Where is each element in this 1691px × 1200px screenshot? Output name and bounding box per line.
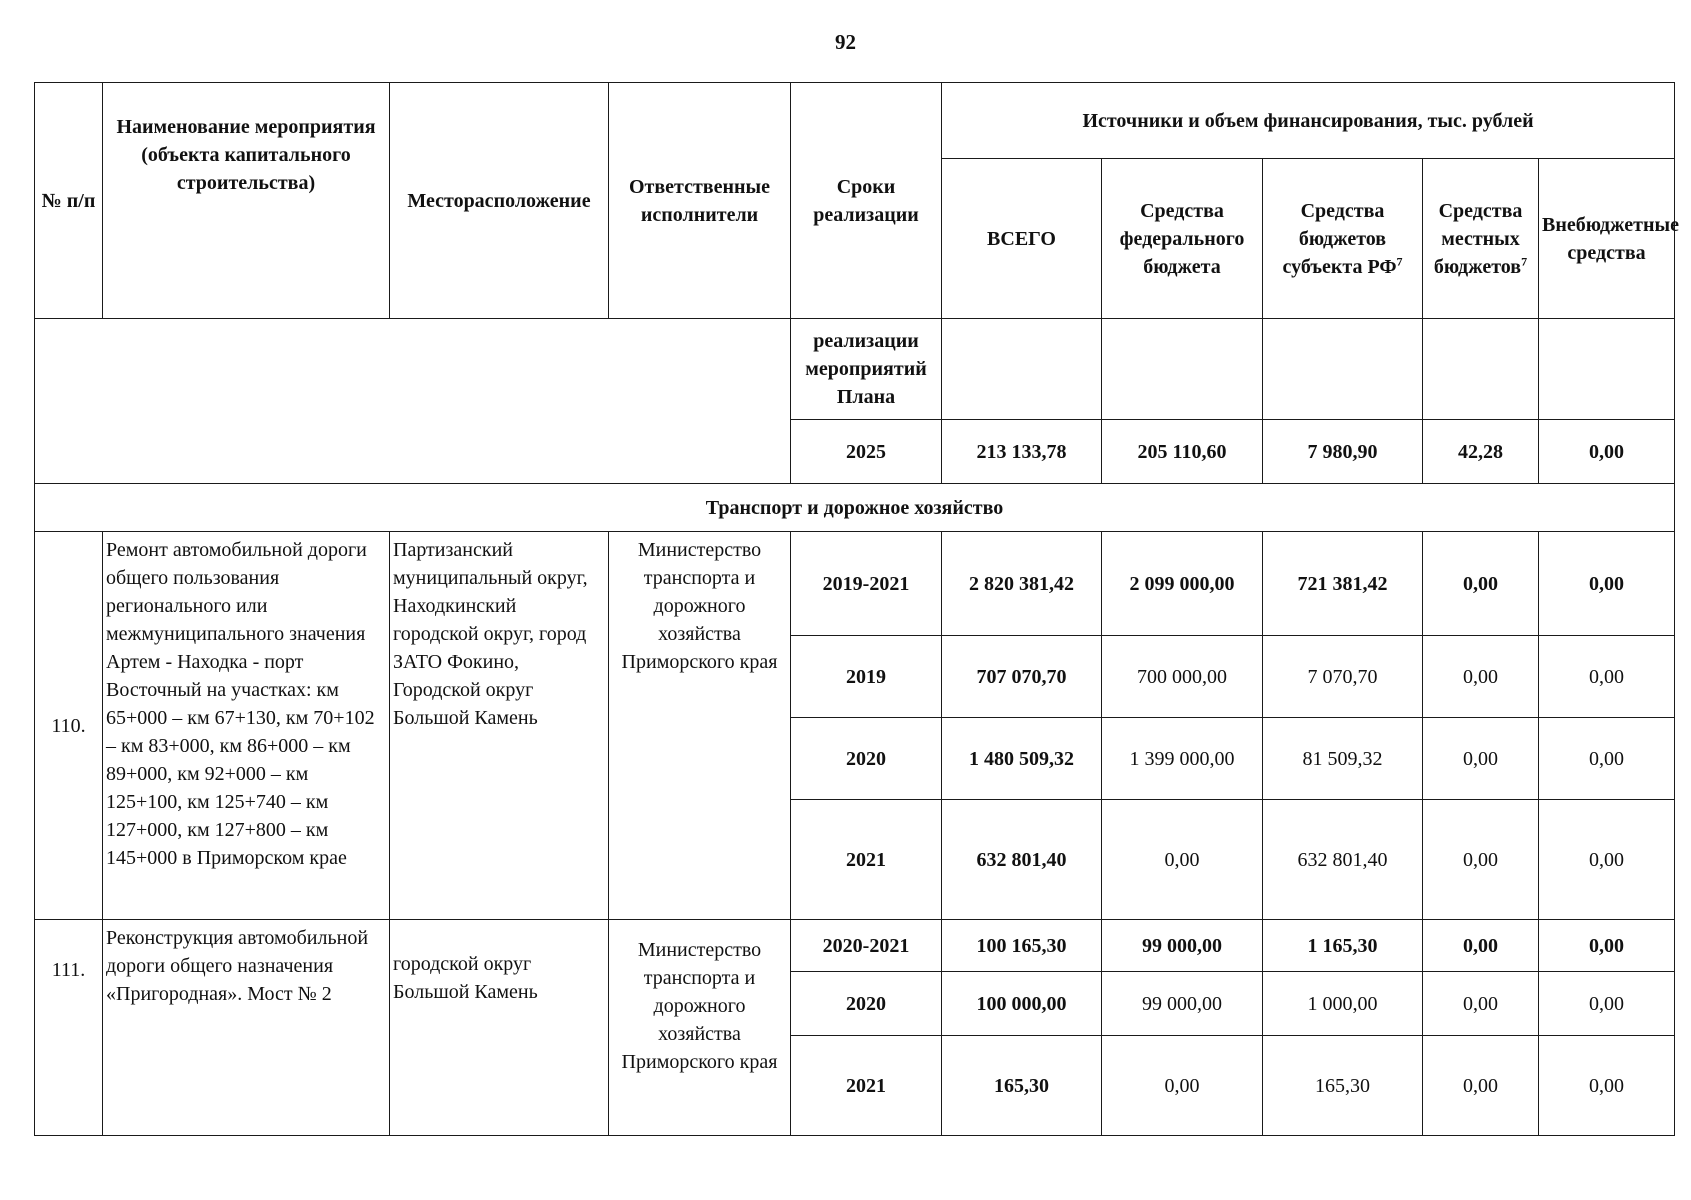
cell-extra: 0,00 (1539, 972, 1675, 1036)
cell-regional: 632 801,40 (1263, 800, 1423, 920)
carry-over-term-label: реализации мероприятий Плана (791, 319, 942, 420)
cell-total: 632 801,40 (942, 800, 1102, 920)
cell-total: 707 070,70 (942, 636, 1102, 718)
cell-total: 2 820 381,42 (942, 532, 1102, 636)
page-number: 92 (835, 30, 856, 54)
header-terms: Сроки реализации (791, 83, 942, 319)
cell-regional: 81 509,32 (1263, 718, 1423, 800)
header-regional: Средства бюджетов субъекта $РФ^7$ (1263, 159, 1423, 319)
cell-year: 2020 (791, 718, 942, 800)
cell-extra: 0,00 (1539, 636, 1675, 718)
cell-regional: 7 980,90 (1263, 420, 1423, 484)
carry-over-label-row (35, 319, 1675, 420)
header-sources: Источники и объем финансирования, тыс. рублей (942, 83, 1675, 159)
cell-total: 213 133,78 (942, 420, 1102, 484)
header-name: Наименование мероприятия (объекта капитального строительства) (103, 83, 390, 319)
cell-local: 0,00 (1423, 972, 1539, 1036)
item-location: Партизанский муниципальный округ, Находкинский городской округ, город ЗАТО Фокино, Городской округ Большой Камень (390, 532, 609, 920)
cell-year: 2025 (791, 420, 942, 484)
cell-year: 2019-2021 (791, 532, 942, 636)
header-num: № п/п (35, 83, 103, 319)
item-location: городской округ Большой Камень (390, 920, 609, 1136)
cell-extra: 0,00 (1539, 800, 1675, 920)
cell-extra: 0,00 (1539, 532, 1675, 636)
item-num: 111. (35, 920, 103, 1136)
cell-local: 42,28 (1423, 420, 1539, 484)
cell-local: 0,00 (1423, 718, 1539, 800)
cell-regional: 165,30 (1263, 1036, 1423, 1136)
header-executors: Ответственные исполнители (609, 83, 791, 319)
item-executor: Министерство транспорта и дорожного хозяйства Приморского края (609, 920, 791, 1136)
cell-federal: 1 399 000,00 (1102, 718, 1263, 800)
cell-total: 100 165,30 (942, 920, 1102, 972)
table-row (35, 920, 1675, 972)
cell-total: 165,30 (942, 1036, 1102, 1136)
cell-local: 0,00 (1423, 800, 1539, 920)
cell-regional: 1 000,00 (1263, 972, 1423, 1036)
cell-extra: 0,00 (1539, 420, 1675, 484)
cell-federal: 0,00 (1102, 1036, 1263, 1136)
cell-extra: 0,00 (1539, 718, 1675, 800)
cell-year: 2020-2021 (791, 920, 942, 972)
cell-local: 0,00 (1423, 1036, 1539, 1136)
cell-year: 2019 (791, 636, 942, 718)
header-extra: Внебюджетные средства (1539, 159, 1675, 319)
item-name: Ремонт автомобильной дороги общего пользования регионального или межмуниципального значения Артем - Находка - порт Восточный на участках: км 65+000 – км 67+130, км 70+102 – км 83+000, км 86+000 – км 89+000, км 92+000 – км 125+100, км 125+740 – км 127+000, км 127+800 – км 145+000 в Приморском крае (103, 532, 390, 920)
cell-year: 2021 (791, 1036, 942, 1136)
cell-regional: 721 381,42 (1263, 532, 1423, 636)
cell-local: 0,00 (1423, 920, 1539, 972)
cell-federal: 99 000,00 (1102, 920, 1263, 972)
cell-federal: 99 000,00 (1102, 972, 1263, 1036)
cell-federal: 0,00 (1102, 800, 1263, 920)
cell-federal: 2 099 000,00 (1102, 532, 1263, 636)
header-federal: Средства федерального бюджета (1102, 159, 1263, 319)
financing-table (34, 82, 1679, 1136)
section-row (35, 484, 1675, 532)
table-row (35, 532, 1675, 636)
header-location: Месторасположение (390, 83, 609, 319)
header-total: ВСЕГО (942, 159, 1102, 319)
cell-federal: 700 000,00 (1102, 636, 1263, 718)
header-local: Средства местных бюджетов$^7$ (1423, 159, 1539, 319)
item-name: Реконструкция автомобильной дороги общего назначения «Пригородная». Мост № 2 (103, 920, 390, 1136)
cell-federal: 205 110,60 (1102, 420, 1263, 484)
cell-total: 1 480 509,32 (942, 718, 1102, 800)
cell-regional: 1 165,30 (1263, 920, 1423, 972)
cell-extra: 0,00 (1539, 1036, 1675, 1136)
cell-year: 2020 (791, 972, 942, 1036)
section-title: Транспорт и дорожное хозяйство (35, 484, 1675, 532)
cell-local: 0,00 (1423, 636, 1539, 718)
cell-regional: 7 070,70 (1263, 636, 1423, 718)
cell-total: 100 000,00 (942, 972, 1102, 1036)
carry-over-blank (35, 319, 791, 484)
item-num: 110. (35, 532, 103, 920)
header-row (35, 83, 1675, 159)
cell-local: 0,00 (1423, 532, 1539, 636)
cell-extra: 0,00 (1539, 920, 1675, 972)
item-executor: Министерство транспорта и дорожного хозяйства Приморского края (609, 532, 791, 920)
cell-year: 2021 (791, 800, 942, 920)
